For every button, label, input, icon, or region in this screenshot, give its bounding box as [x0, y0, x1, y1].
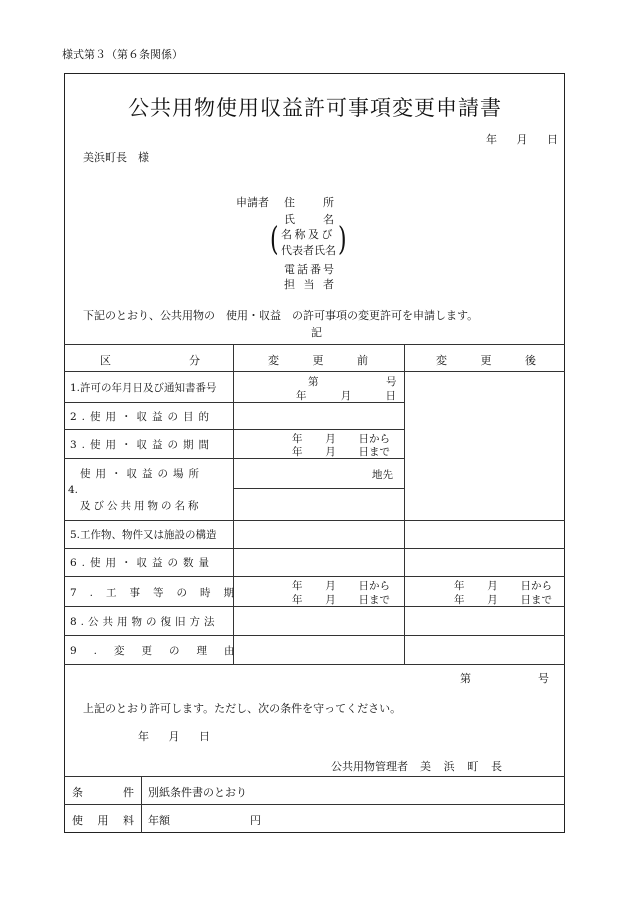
row-label-9: 9.変更の理由 [70, 645, 252, 657]
permit-manager: 公共用物管理者 [331, 760, 408, 773]
applicant-org-line1: 名称及び [281, 228, 335, 241]
header-before: 変 更 前 [268, 354, 368, 367]
row-label-3: 3.使用・収益の期間 [70, 439, 215, 451]
header-category: 区 分 [100, 354, 200, 367]
row-label-8: 8.公共用物の復旧方法 [70, 616, 219, 628]
r1-dai: 第 [308, 376, 319, 388]
r3-from: 年 月 日から [292, 433, 390, 445]
conditions-label: 条 件 [72, 786, 134, 799]
r3-until: 年 月 日まで [292, 446, 390, 458]
applicant-address-label: 住 所 [284, 196, 334, 209]
bottom-line-1 [64, 776, 565, 777]
permit-go: 号 [538, 672, 549, 685]
ki-label: 記 [311, 326, 322, 339]
applicant-contact-label: 担 当 者 [284, 278, 334, 291]
table-line-r2 [64, 429, 404, 430]
table-line-r4-mid [233, 488, 404, 489]
r7-after-from: 年 月 日から [454, 580, 552, 592]
row-label-7: 7.工事等の時期 [70, 587, 248, 599]
table-col-line-1 [233, 344, 234, 664]
page-title: 公共用物使用収益許可事項変更申請書 [128, 96, 502, 120]
row-label-5: 5.工作物、物件又は施設の構造 [70, 529, 217, 541]
table-line-header [64, 371, 565, 372]
bottom-col-line [141, 776, 142, 833]
permit-date: 年 月 日 [138, 730, 210, 743]
date-day: 日 [547, 133, 558, 146]
applicant-prefix: 申請者 [236, 196, 269, 209]
r1-date: 年 月 日 [296, 390, 396, 402]
r7-before-until: 年 月 日まで [292, 594, 390, 606]
permit-chief: 美 浜 町 長 [420, 760, 502, 773]
permit-dai: 第 [460, 672, 471, 685]
fee-yen: 円 [250, 814, 261, 827]
intro-text: 下記のとおり、公共用物の 使用・収益 の許可事項の変更許可を申請します。 [83, 309, 479, 322]
conditions-value: 別紙条件書のとおり [148, 786, 247, 799]
table-line-r4 [64, 520, 565, 521]
table-line-r8 [64, 635, 565, 636]
table-line-r5 [64, 548, 565, 549]
row-label-4-top: 使用・収益の場所 [80, 468, 204, 480]
bracket-left: ( [270, 221, 279, 259]
bracket-right: ) [338, 221, 347, 259]
row-label-6: 6.使用・収益の数量 [70, 557, 215, 569]
row-label-1: 1.許可の年月日及び通知書番号 [70, 382, 217, 394]
permit-text: 上記のとおり許可します。ただし、次の条件を守ってください。 [83, 702, 402, 715]
date-month: 月 [516, 133, 528, 146]
applicant-phone-label: 電 話 番 号 [284, 263, 334, 276]
fee-label: 使 用 料 [72, 814, 134, 827]
r7-before-from: 年 月 日から [292, 580, 390, 592]
form-label: 様式第３（第６条関係） [62, 48, 183, 61]
row-label-4-bottom: 及び公共用物の名称 [80, 500, 202, 512]
addressee: 美浜町長 様 [83, 151, 149, 164]
r7-after-until: 年 月 日まで [454, 594, 552, 606]
r4-chisaki: 地先 [372, 469, 393, 481]
table-line-bottom [64, 664, 565, 665]
row-label-2: 2.使用・収益の目的 [70, 411, 215, 423]
table-col-line-2 [404, 344, 405, 664]
applicant-name-label: 氏 名 [284, 213, 334, 226]
application-date [486, 131, 558, 147]
fee-annual: 年額 [148, 814, 170, 827]
row-label-4-num: 4. [68, 484, 79, 496]
r1-go: 号 [386, 376, 397, 388]
table-line-top [64, 344, 565, 345]
header-after: 変 更 後 [436, 354, 536, 367]
applicant-org-line2: 代表者氏名 [281, 244, 336, 257]
date-year: 年 [486, 133, 497, 146]
bottom-line-2 [64, 804, 565, 805]
table-line-r6 [64, 576, 565, 577]
